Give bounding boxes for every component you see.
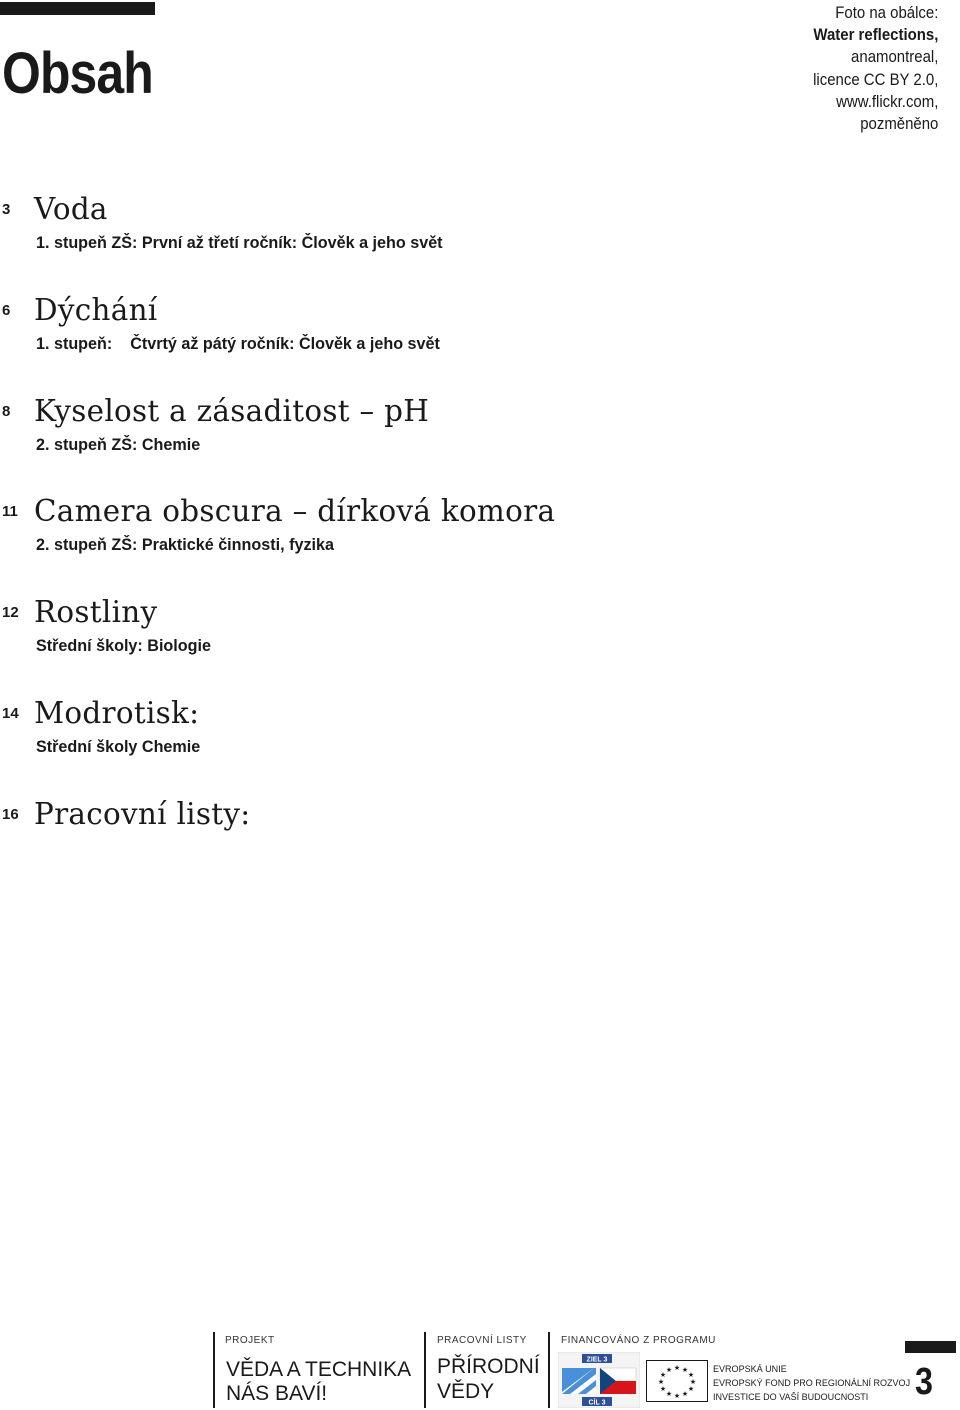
svg-text:★: ★ bbox=[673, 1364, 681, 1372]
svg-text:★: ★ bbox=[689, 1378, 697, 1386]
toc-title: Pracovní listy: bbox=[34, 797, 251, 832]
toc-title: Camera obscura – dírková komora bbox=[34, 494, 556, 529]
credit-photo-title: Water reflections, bbox=[813, 25, 938, 45]
sheets-name-line1: PŘÍRODNÍ bbox=[437, 1355, 540, 1378]
toc-page-number: 6 bbox=[2, 302, 11, 319]
toc-entry-ph[interactable] bbox=[0, 394, 700, 474]
project-name-line2: NÁS BAVÍ! bbox=[226, 1382, 328, 1405]
toc-page-number: 8 bbox=[2, 403, 11, 420]
svg-text:★: ★ bbox=[687, 1385, 695, 1393]
svg-text:★: ★ bbox=[659, 1385, 667, 1393]
toc-entry-modrotisk[interactable] bbox=[0, 696, 700, 776]
toc-title: Kyselost a zásaditost – pH bbox=[34, 394, 430, 429]
toc-title: Rostliny bbox=[34, 595, 158, 630]
credit-source: www.flickr.com, bbox=[835, 91, 938, 111]
ziel3-cil3-logo bbox=[558, 1352, 640, 1408]
logo-text-bottom: CÍL 3 bbox=[588, 1399, 606, 1407]
logo-text-top: ZIEL 3 bbox=[586, 1356, 608, 1364]
svg-text:★: ★ bbox=[665, 1390, 673, 1398]
footer-divider bbox=[213, 1332, 215, 1408]
cover-photo-credit bbox=[813, 2, 938, 135]
footer-divider bbox=[424, 1332, 426, 1408]
footer bbox=[0, 1330, 960, 1410]
credit-note: pozměněno bbox=[859, 114, 938, 134]
eu-flag-icon bbox=[646, 1360, 708, 1402]
toc-subtitle: Střední školy Chemie bbox=[36, 737, 201, 756]
credit-license: licence CC BY 2.0, bbox=[812, 69, 938, 89]
toc-page-number: 11 bbox=[2, 503, 18, 520]
sheets-label: PRACOVNÍ LISTY bbox=[437, 1335, 527, 1346]
toc-subtitle: 2. stupeň ZŠ: Chemie bbox=[36, 435, 201, 454]
toc-page-number: 12 bbox=[2, 604, 19, 621]
toc-page-number: 14 bbox=[2, 705, 19, 722]
toc-subtitle: Střední školy: Biologie bbox=[36, 636, 211, 655]
sheets-name-line2: VĚDY bbox=[437, 1380, 495, 1403]
toc-entry-rostliny[interactable] bbox=[0, 595, 700, 675]
project-name-line1: VĚDA A TECHNIKA bbox=[226, 1358, 412, 1381]
top-decor-bar bbox=[0, 2, 155, 15]
toc-title: Voda bbox=[34, 192, 108, 227]
page-title: Obsah bbox=[2, 41, 153, 106]
svg-text:★: ★ bbox=[687, 1371, 695, 1379]
page-number-bar bbox=[905, 1341, 956, 1353]
svg-text:★: ★ bbox=[659, 1371, 667, 1379]
toc-page-number: 16 bbox=[2, 806, 19, 823]
toc-subtitle: 2. stupeň ZŠ: Praktické činnosti, fyzika bbox=[36, 535, 334, 554]
svg-text:★: ★ bbox=[681, 1390, 689, 1398]
toc-title: Dýchání bbox=[34, 293, 158, 328]
credit-author: anamontreal, bbox=[850, 47, 938, 67]
toc-entry-camera-obscura[interactable] bbox=[0, 494, 700, 574]
bavaria-flag-icon bbox=[562, 1368, 596, 1394]
czech-flag-icon bbox=[600, 1368, 636, 1394]
funding-label: FINANCOVÁNO Z PROGRAMU bbox=[561, 1335, 716, 1346]
svg-text:★: ★ bbox=[657, 1378, 665, 1386]
svg-text:★: ★ bbox=[681, 1366, 689, 1374]
toc-title: Modrotisk: bbox=[34, 696, 200, 731]
page-number: 3 bbox=[915, 1361, 933, 1403]
toc-subtitle: 1. stupeň ZŠ: První až třetí ročník: Člověk a jeho svět bbox=[36, 233, 443, 252]
toc-entry-voda[interactable] bbox=[0, 192, 700, 272]
toc-subtitle: 1. stupeň: Čtvrtý až pátý ročník: Člověk a jeho svět bbox=[36, 334, 440, 353]
toc-entry-pracovni-listy[interactable] bbox=[0, 797, 700, 877]
svg-text:★: ★ bbox=[665, 1366, 673, 1374]
toc-page-number: 3 bbox=[2, 201, 11, 218]
eu-line1: EVROPSKÁ UNIE bbox=[713, 1364, 787, 1375]
footer-divider bbox=[548, 1332, 550, 1408]
toc-entry-dychani[interactable] bbox=[0, 293, 700, 373]
project-label: PROJEKT bbox=[225, 1335, 275, 1346]
eu-line3: INVESTICE DO VAŠÍ BUDOUCNOSTI bbox=[713, 1392, 869, 1403]
eu-line2: EVROPSKÝ FOND PRO REGIONÁLNÍ ROZVOJ bbox=[713, 1378, 911, 1389]
credit-line: Foto na obálce: bbox=[834, 3, 938, 22]
svg-text:★: ★ bbox=[673, 1392, 681, 1400]
